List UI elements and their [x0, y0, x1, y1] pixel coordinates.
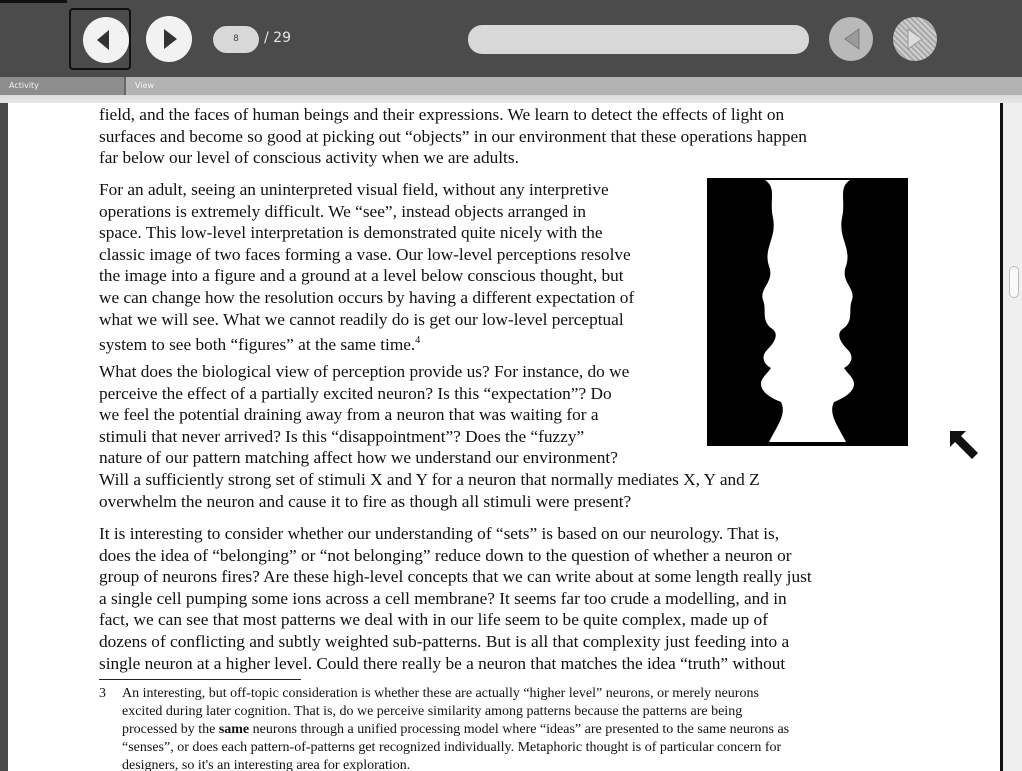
text-line: group of neurons fires? Are these high-level concepts that we can write about at some length really just	[99, 567, 812, 587]
toolbar-corner-tab[interactable]	[0, 0, 67, 3]
text-line-content: system to see both “figures” at the same time.	[99, 334, 416, 354]
tab-bar	[0, 77, 1022, 95]
text-line: what we will see. What we cannot readily do is get our low-level perceptual	[99, 309, 624, 329]
scrollbar-thumb[interactable]	[1009, 266, 1019, 298]
text-line: does the idea of “belonging” or “not belonging” reduce down to the question of whether a neuron or	[99, 545, 792, 565]
footnote-number: 3	[99, 686, 106, 701]
next-page-button[interactable]	[146, 16, 194, 64]
search-previous-button[interactable]	[829, 17, 875, 63]
paragraph-1	[99, 104, 919, 169]
text-line: stimuli that never arrived? Is this “disappointment”? Does the “fuzzy”	[99, 426, 585, 446]
footnote-line	[122, 721, 789, 739]
text-line: far below our level of conscious activity when we are adults.	[99, 148, 519, 168]
footnote-line: An interesting, but off-topic consideration is whether these are actually “higher level” neurons, or merely neurons	[122, 686, 759, 701]
tab-activity[interactable]: Activity	[0, 77, 124, 95]
paragraph-4	[99, 523, 919, 674]
text-line: What does the biological view of perception provide us? For instance, do we	[99, 362, 630, 381]
tab-shadow	[0, 95, 1022, 103]
text-line: single neuron at a higher level. Could there really be a neuron that matches the idea “truth” without	[99, 653, 786, 673]
search-next-button[interactable]	[893, 17, 939, 63]
text-line: surfaces and become so good at picking out “objects” in our environment that these operations happen	[99, 126, 807, 146]
vertical-scrollbar[interactable]	[1003, 103, 1022, 771]
footnote-text: processed by the	[122, 722, 219, 737]
previous-page-button[interactable]	[69, 8, 131, 70]
search-input[interactable]	[468, 25, 809, 54]
text-line: It is interesting to consider whether our understanding of “sets” is based on our neurology. That is,	[99, 524, 780, 543]
mouse-pointer-icon	[946, 427, 982, 463]
page-total-label: / 29	[264, 30, 291, 46]
page-number-input[interactable]: 8	[213, 26, 259, 53]
footnote-line: designers, so it's an interesting area for exploration.	[122, 758, 411, 771]
text-line: perceive the effect of a partially excited neuron? Is this “expectation”? Do	[99, 383, 612, 403]
text-line: the image into a figure and a ground at a level below conscious thought, but	[99, 266, 624, 286]
text-line: space. This low-level interpretation is demonstrated quite nicely with the	[99, 223, 603, 243]
footnote-emphasis: same	[218, 722, 250, 737]
text-line: dozens of conflicting and subtly weighted sub-patterns. But is all that complexity just feeding into a	[99, 631, 790, 651]
paragraph-3	[99, 361, 919, 512]
text-line: classic image of two faces forming a vase. Our low-level perceptions resolve	[99, 244, 631, 264]
text-line: operations is extremely difficult. We “see”, instead objects arranged in	[99, 201, 586, 221]
footnote-divider	[99, 679, 301, 680]
text-line: fact, we can see that most patterns we deal with in our life seem to be quite complex, made up of	[99, 610, 768, 630]
back-arrow-icon	[69, 8, 131, 70]
text-line: a single cell pumping some ions across a cell membrane? It seems far too crude a modelling, and in	[99, 588, 787, 608]
toolbar	[0, 0, 1022, 77]
footnote-line: excited during later cognition. That is, do we perceive similarity among patterns because the patterns are being	[122, 704, 743, 719]
text-line: overwhelm the neuron and cause it to fire as though all stimuli were present?	[99, 491, 632, 511]
text-line: field, and the faces of human beings and their expressions. We learn to detect the effects of light on	[99, 105, 785, 124]
tab-view[interactable]: View	[124, 77, 1022, 95]
text-line: Will a sufficiently strong set of stimuli X and Y for a neuron that normally mediates X, Y and Z	[99, 469, 760, 489]
footnote-text: neurons through a unified processing model where “ideas” are presented to the same neurons as	[249, 722, 790, 737]
text-line: we feel the potential draining away from a neuron that was waiting for a	[99, 405, 599, 425]
text-line: we can change how the resolution occurs by having a different expectation of	[99, 287, 635, 307]
document-page	[8, 103, 1000, 771]
text-line: For an adult, seeing an uninterpreted visual field, without any interpretive	[99, 180, 609, 199]
document-viewer[interactable]	[0, 103, 1022, 771]
text-line: nature of our pattern matching affect how we understand our environment?	[99, 448, 618, 468]
search-forward-icon	[893, 17, 939, 63]
search-back-icon	[829, 17, 875, 63]
footnote-line: “senses”, or does each pattern-of-patterns get recognized individually. Metaphoric thought is of particular concern for	[122, 740, 782, 755]
forward-arrow-icon	[146, 16, 194, 64]
footnote-ref-4[interactable]: 4	[415, 335, 421, 347]
